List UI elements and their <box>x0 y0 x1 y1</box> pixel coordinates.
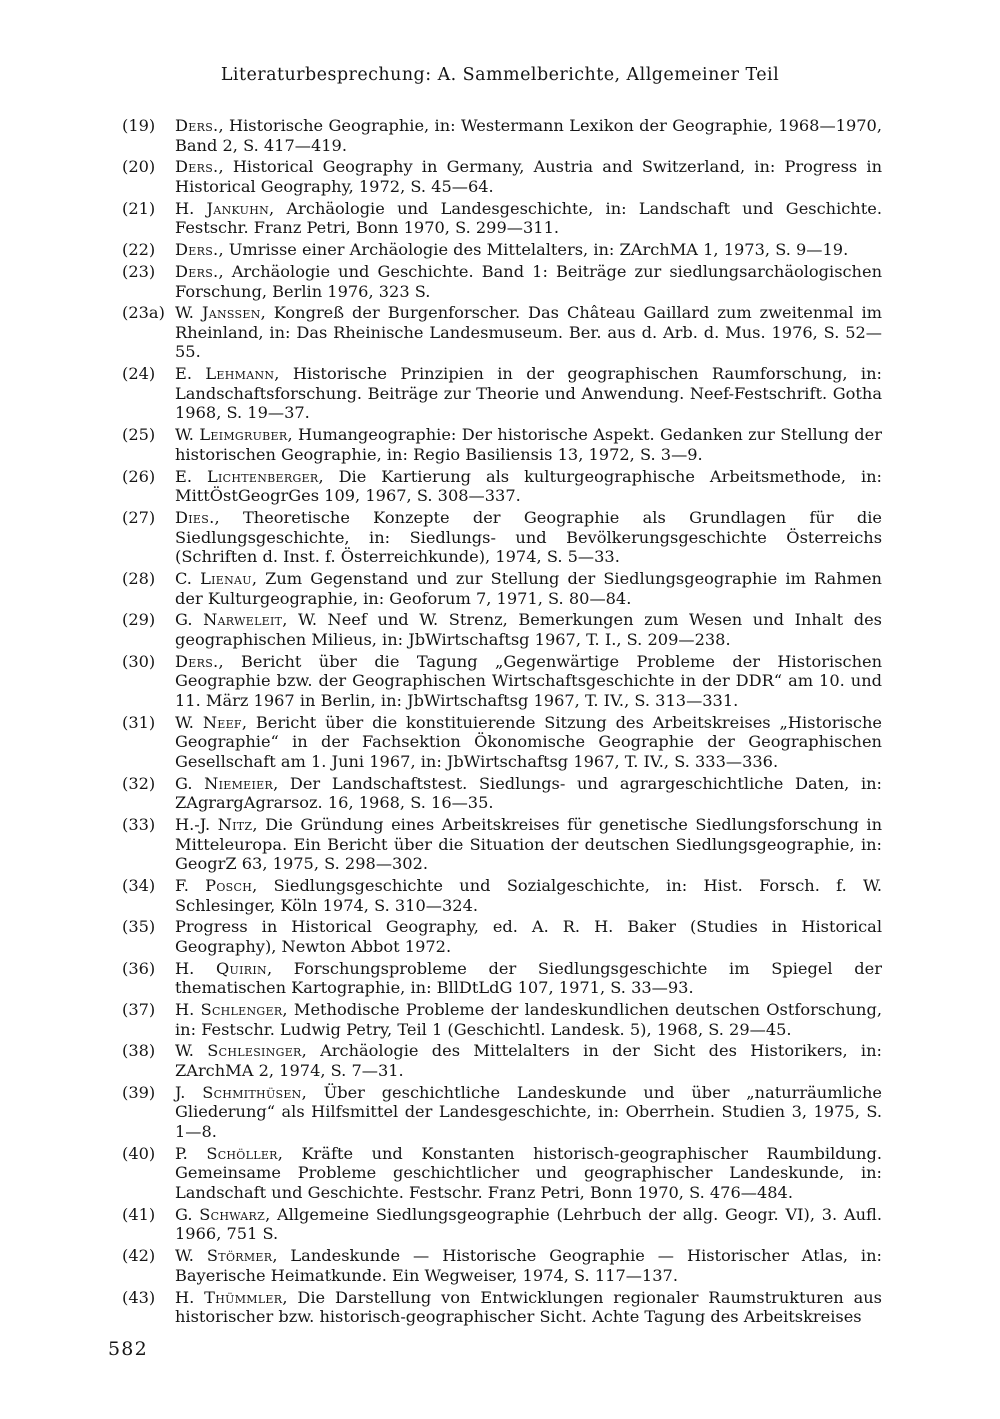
reference-entry <box>122 774 882 813</box>
reference-number: (43) <box>122 1287 156 1307</box>
reference-number: (42) <box>122 1246 156 1266</box>
reference-entry <box>122 240 882 260</box>
reference-text: , Historische Prinzipien in der geographischen Raumforschung, in: Landschaftsforschung. Beiträge zur Theorie und Anwendung. Neef-Festschrift. Gotha 1968, S. 19—37. <box>175 364 882 423</box>
reference-author: Schwarz <box>199 1204 266 1224</box>
reference-author: Leimgruber <box>199 425 288 445</box>
reference-author: Nitz <box>217 815 253 834</box>
reference-text: , Die Kartierung als kulturgeographische Arbeitsmethode, in: MittÖstGeogrGes 109, 1967, S. 308—337. <box>175 466 883 506</box>
reference-entry <box>122 1144 882 1203</box>
reference-number: (35) <box>122 917 156 937</box>
reference-initials: G. <box>175 610 204 630</box>
reference-entry <box>122 364 882 423</box>
reference-author: Ders. <box>175 116 219 135</box>
reference-text: , Kräfte und Konstanten historisch-geographischer Raumbildung. Gemeinsame Probleme geschichtlicher und geographischer Landeskunde, in: Landschaft und Geschichte. Festschr. Franz Petri, Bonn 1970, S. 476—484. <box>175 1143 882 1202</box>
reference-initials: P. <box>175 1143 207 1163</box>
reference-text: , Umrisse einer Archäologie des Mittelalters, in: ZArchMA 1, 1973, S. 9—19. <box>218 240 849 260</box>
reference-author: Thümmler <box>204 1287 283 1307</box>
reference-author: Dies. <box>175 507 215 527</box>
reference-entry <box>122 815 882 874</box>
reference-number: (23a) <box>122 303 165 323</box>
reference-number: (29) <box>122 610 156 630</box>
reference-author: Schlenger <box>200 1000 283 1020</box>
reference-text: , Theoretische Konzepte der Geographie als Grundlagen für die Siedlungsgeschichte, in: Siedlungs- und Bevölkerungsgeschichte Österreichs (Schriften d. Inst. f. Österreichkunde), 1974, S. 5—33. <box>175 507 882 567</box>
reference-number: (31) <box>122 712 156 732</box>
reference-author: Ders. <box>175 261 219 281</box>
reference-number: (36) <box>122 958 156 978</box>
reference-number: (19) <box>122 116 156 135</box>
reference-initials: W. <box>175 425 200 445</box>
reference-number: (23) <box>122 261 156 281</box>
reference-text: , Archäologie und Landesgeschichte, in: Landschaft und Geschichte. Festschr. Franz Petri, Bonn 1970, S. 299—311. <box>175 198 882 238</box>
reference-entry <box>122 610 882 649</box>
reference-author: Lienau <box>200 568 252 588</box>
reference-text: , Der Landschaftstest. Siedlungs- und agrargeschichtliche Daten, in: ZAgrargAgrarsoz. 16, 1968, S. 16—35. <box>175 773 882 813</box>
reference-text: , Kongreß der Burgenforscher. Das Château Gaillard zum zweitenmal im Rheinland, in: Das Rheinische Landesmuseum. Ber. aus d. Arb. d. Mus. 1976, S. 52—55. <box>175 303 882 362</box>
reference-initials: H.-J. <box>175 815 218 834</box>
reference-initials: C. <box>175 568 201 588</box>
reference-text: , Die Darstellung von Entwicklungen regionaler Raumstrukturen aus historischer bzw. historisch-geographischer Sicht. Achte Tagung des Arbeitskreises <box>175 1287 882 1327</box>
reference-entry <box>122 713 882 772</box>
reference-entry <box>122 157 882 196</box>
reference-initials: H. <box>175 198 207 218</box>
reference-author: Lichtenberger <box>206 466 319 486</box>
reference-number: (21) <box>122 198 156 218</box>
reference-author: Störmer <box>206 1246 273 1266</box>
reference-author: Neef <box>202 712 242 732</box>
reference-initials: W. <box>175 1246 207 1266</box>
reference-entry <box>122 959 882 998</box>
reference-entry <box>122 1000 882 1039</box>
reference-text: , Allgemeine Siedlungsgeographie (Lehrbuch der allg. Geogr. VI), 3. Aufl. 1966, 751 S. <box>175 1204 882 1244</box>
reference-number: (34) <box>122 875 156 895</box>
reference-number: (32) <box>122 773 156 793</box>
reference-entry <box>122 1083 882 1142</box>
reference-number: (20) <box>122 157 156 177</box>
running-head: Literaturbesprechung: A. Sammelberichte, Allgemeiner Teil <box>220 65 780 85</box>
reference-text: , Siedlungsgeschichte und Sozialgeschichte, in: Hist. Forsch. f. W. Schlesinger, Köln 1974, S. 310—324. <box>175 875 882 915</box>
reference-entry <box>122 1205 882 1244</box>
reference-entry <box>122 467 882 506</box>
reference-entry <box>122 199 882 238</box>
reference-number: (30) <box>122 651 156 671</box>
reference-number: (40) <box>122 1143 156 1163</box>
reference-text: , Archäologie und Geschichte. Band 1: Beiträge zur siedlungsarchäologischen Forschung, Berlin 1976, 323 S. <box>175 261 882 301</box>
reference-text: Progress in Historical Geography, ed. A. R. H. Baker (Studies in Historical Geography), Newton Abbot 1972. <box>175 917 882 956</box>
page-number: 582 <box>108 1338 148 1360</box>
reference-initials: H. <box>175 1287 205 1307</box>
reference-text: , Landeskunde — Historische Geographie — Historischer Atlas, in: Bayerische Heimatkunde. Ein Wegweiser, 1974, S. 117—137. <box>175 1246 882 1285</box>
reference-author: Ders. <box>175 240 219 260</box>
reference-initials: F. <box>175 875 206 895</box>
reference-initials: H. <box>175 1000 201 1020</box>
reference-entry <box>122 876 882 915</box>
reference-text: , Über geschichtliche Landeskunde und über „naturräumliche Gliederung“ als Hilfsmittel der Landesgeschichte, in: Oberrhein. Studien 3, 1975, S. 1—8. <box>175 1082 882 1142</box>
reference-text: , Archäologie des Mittelalters in der Sicht des Historikers, in: ZArchMA 2, 1974, S. 7—31. <box>175 1041 882 1081</box>
reference-author: Niemeier <box>204 773 274 793</box>
reference-text: , Bericht über die Tagung „Gegenwärtige Probleme der Historischen Geographie bzw. der Geographischen Wirtschaftsgeschichte in der DDR“ am 10. und 11. März 1967 in Berlin, in: JbWirtschaftsg 1967, T. IV., S. 313—331. <box>175 651 882 710</box>
reference-initials: W. <box>175 303 202 323</box>
reference-entry <box>122 1041 882 1080</box>
reference-author: Schmithüsen <box>202 1082 302 1102</box>
reference-author: Narweleit <box>203 610 283 630</box>
reference-text: , Zum Gegenstand und zur Stellung der Siedlungsgeographie im Rahmen der Kulturgeographie, in: Geoforum 7, 1971, S. 80—84. <box>175 568 882 608</box>
reference-author: Janssen <box>201 303 261 323</box>
reference-number: (25) <box>122 425 156 445</box>
reference-initials: G. <box>175 773 205 793</box>
reference-number: (26) <box>122 466 156 486</box>
reference-text: , Historische Geographie, in: Westermann Lexikon der Geographie, 1968—1970, Band 2, S. 417—419. <box>175 116 882 155</box>
reference-text: , Historical Geography in Germany, Austria and Switzerland, in: Progress in Historical Geography, 1972, S. 45—64. <box>175 157 882 196</box>
reference-list <box>122 116 882 1329</box>
reference-entry <box>122 917 882 956</box>
reference-author: Posch <box>205 875 253 895</box>
reference-text: , Methodische Probleme der landeskundlichen deutschen Ostforschung, in: Festschr. Ludwig Petry, Teil 1 (Geschichtl. Landesk. 5), 1968, S. 29—45. <box>175 1000 882 1039</box>
reference-text: , Bericht über die konstituierende Sitzung des Arbeitskreises „Historische Geographie“ in der Fachsektion Ökonomische Geographie der Geographischen Gesellschaft am 1. Juni 1967, in: JbWirtschaftsg 1967, T. IV., S. 333—336. <box>175 712 882 771</box>
reference-initials: W. <box>175 712 203 732</box>
reference-text: , Die Gründung eines Arbeitskreises für genetische Siedlungsforschung in Mitteleuropa. Ein Bericht über die Situation der deutschen Siedlungsgeographie, in: GeogrZ 63, 1975, S. 298—302. <box>175 815 882 874</box>
reference-author: Lehmann <box>205 364 275 384</box>
reference-entry <box>122 1288 882 1327</box>
reference-entry <box>122 1246 882 1285</box>
reference-text: , W. Neef und W. Strenz, Bemerkungen zum Wesen und Inhalt des geographischen Milieus, in: JbWirtschaftsg 1967, T. I., S. 209—238. <box>175 610 882 649</box>
reference-entry <box>122 116 882 155</box>
reference-initials: W. <box>175 1041 208 1061</box>
reference-initials: H. <box>175 958 216 978</box>
reference-author: Schöller <box>206 1143 278 1163</box>
reference-number: (38) <box>122 1041 156 1061</box>
reference-entry <box>122 569 882 608</box>
reference-initials: E. <box>175 466 207 486</box>
reference-text: , Humangeographie: Der historische Aspekt. Gedanken zur Stellung der historischen Geographie, in: Regio Basiliensis 13, 1972, S. 3—9. <box>175 425 882 464</box>
reference-author: Schlesinger <box>207 1041 302 1061</box>
reference-author: Jankuhn <box>206 198 270 218</box>
reference-number: (33) <box>122 815 156 834</box>
reference-author: Quirin <box>215 958 267 978</box>
reference-initials: G. <box>175 1204 200 1224</box>
reference-number: (37) <box>122 1000 156 1020</box>
reference-text: , Forschungsprobleme der Siedlungsgeschichte im Spiegel der thematischen Kartographie, in: BllDtLdG 107, 1971, S. 33—93. <box>175 958 882 998</box>
reference-author: Ders. <box>175 651 219 671</box>
reference-entry <box>122 303 882 362</box>
reference-entry <box>122 652 882 711</box>
reference-number: (24) <box>122 364 156 384</box>
reference-initials: J. <box>175 1082 203 1102</box>
reference-number: (41) <box>122 1204 156 1224</box>
reference-number: (39) <box>122 1082 156 1102</box>
reference-number: (28) <box>122 568 156 588</box>
reference-entry <box>122 508 882 567</box>
reference-initials: E. <box>175 364 206 384</box>
reference-entry <box>122 425 882 464</box>
reference-author: Ders. <box>175 157 219 177</box>
reference-number: (27) <box>122 507 156 527</box>
reference-number: (22) <box>122 240 156 260</box>
reference-entry <box>122 262 882 301</box>
